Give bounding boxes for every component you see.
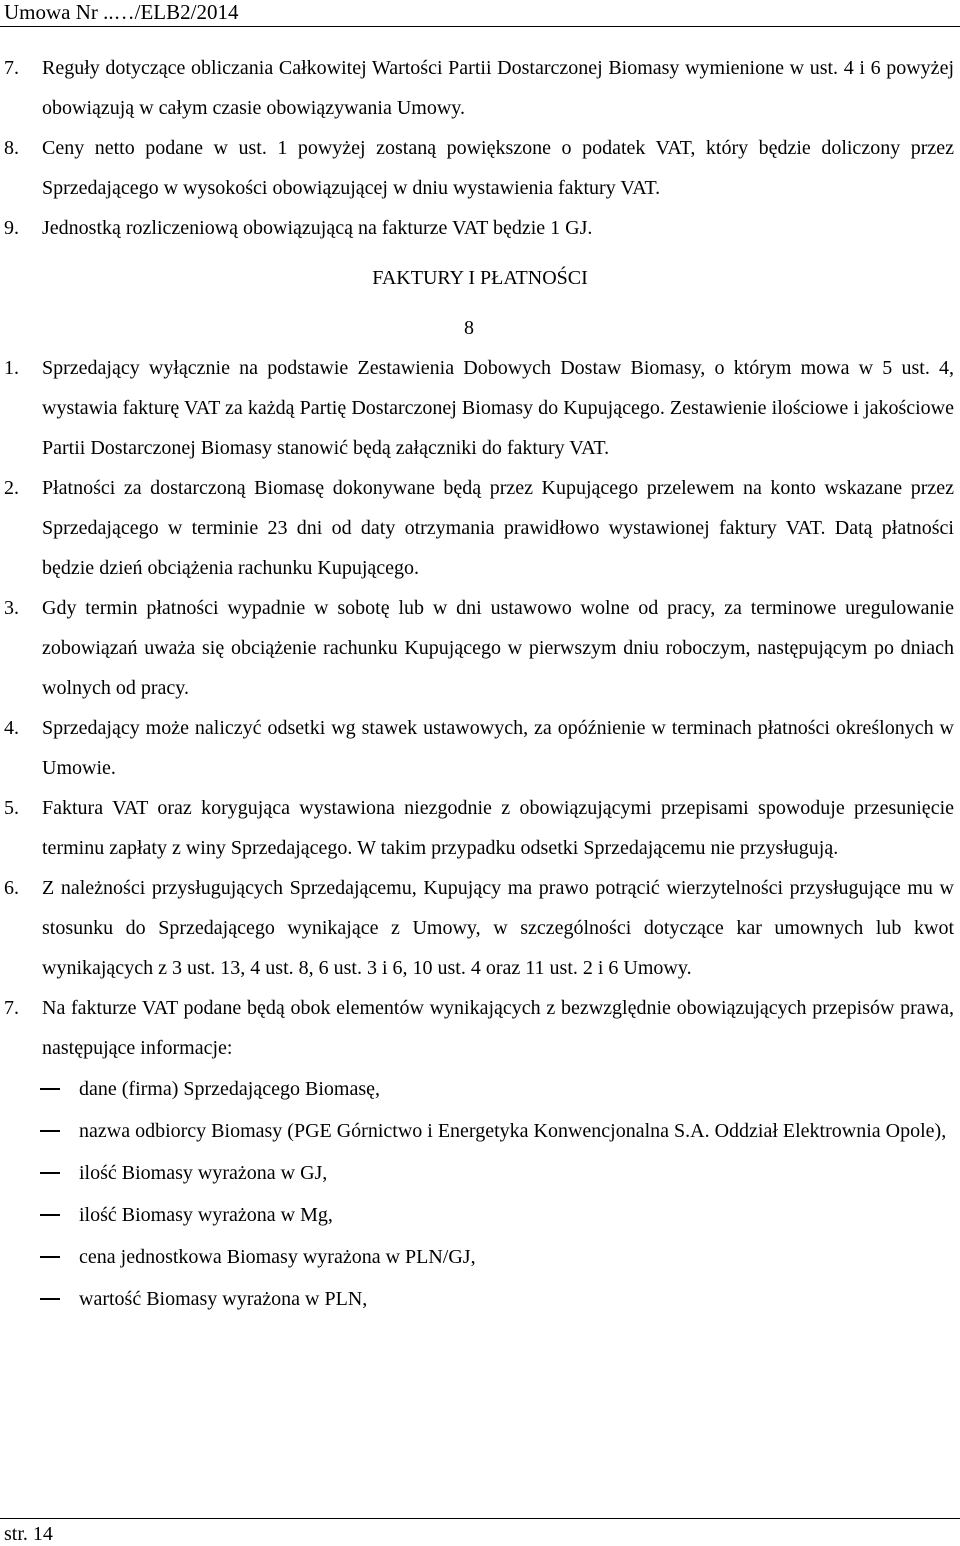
- clause-number: 7.: [4, 997, 19, 1019]
- dash-bullet-icon: [40, 1172, 60, 1174]
- dash-bullet-icon: [40, 1298, 60, 1300]
- list-item-text: nazwa odbiorcy Biomasy (PGE Górnictwo i Energetyka Konwencjonalna S.A. Oddział Elektrownia Opole),: [79, 1120, 947, 1142]
- clause-7-invoice: [0, 988, 960, 1068]
- clause-number: 6.: [4, 877, 19, 899]
- clause-6: [0, 868, 960, 988]
- list-item: [0, 1110, 960, 1152]
- page-footer: [0, 1518, 960, 1546]
- clause-number: 1.: [4, 357, 19, 379]
- clause-number: 7.: [4, 57, 19, 79]
- list-item-text: ilość Biomasy wyrażona w GJ,: [79, 1162, 328, 1184]
- clause-5: [0, 788, 960, 868]
- dash-bullet-icon: [40, 1130, 60, 1132]
- section-heading: FAKTURY I PŁATNOŚCI: [372, 267, 588, 289]
- clause-number: 8.: [4, 137, 19, 159]
- dash-bullet-icon: [40, 1088, 60, 1090]
- clause-text: Reguły dotyczące obliczania Całkowitej Wartości Partii Dostarczonej Biomasy wymienione w ust. 4 i 6 powyżej obowiązują w całym czasie obowiązywania Umowy.: [42, 57, 954, 119]
- clause-text: Ceny netto podane w ust. 1 powyżej zostaną powiększone o podatek VAT, który będzie doliczony przez Sprzedającego w wysokości obowiązującej w dniu wystawienia faktury VAT.: [42, 137, 954, 199]
- list-item: [0, 1236, 960, 1278]
- list-item: [0, 1068, 960, 1110]
- clause-4: [0, 708, 960, 788]
- dash-bullet-icon: [40, 1256, 60, 1258]
- clause-number: 5.: [4, 797, 19, 819]
- clause-text: Sprzedający może naliczyć odsetki wg stawek ustawowych, za opóźnienie w terminach płatności określonych w Umowie.: [42, 717, 954, 779]
- clause-number: 2.: [4, 477, 19, 499]
- clause-text: Jednostką rozliczeniową obowiązującą na fakturze VAT będzie 1 GJ.: [42, 217, 593, 239]
- page-number: str. 14: [4, 1523, 53, 1545]
- clause-text: Gdy termin płatności wypadnie w sobotę lub w dni ustawowo wolne od pracy, za terminowe uregulowanie zobowiązań uważa się obciążenie rachunku Kupującego w pierwszym dniu roboczym, następującym po dniach wolnych od pracy.: [42, 597, 954, 699]
- clause-text: Płatności za dostarczoną Biomasę dokonywane będą przez Kupującego przelewem na konto wskazane przez Sprzedającego w terminie 23 dni od daty otrzymania prawidłowo wystawionej faktury VAT. Datą płatności będzie dzień obciążenia rachunku Kupującego.: [42, 477, 954, 579]
- list-item-text: wartość Biomasy wyrażona w PLN,: [79, 1288, 368, 1310]
- page-header: [0, 0, 960, 27]
- paragraph-number: [0, 308, 960, 348]
- clause-1: [0, 348, 960, 468]
- clause-number: 9.: [4, 217, 19, 239]
- clause-3: [0, 588, 960, 708]
- list-item-text: ilość Biomasy wyrażona w Mg,: [79, 1204, 333, 1226]
- list-item: [0, 1194, 960, 1236]
- clause-text: Na fakturze VAT podane będą obok elementów wynikających z bezwzględnie obowiązujących przepisów prawa, następujące informacje:: [42, 997, 954, 1059]
- document-number: Umowa Nr ..…/ELB2/2014: [4, 0, 239, 24]
- clause-text: Z należności przysługujących Sprzedającemu, Kupujący ma prawo potrącić wierzytelności przysługujące mu w stosunku do Sprzedającego wynikające z Umowy, w szczególności dotyczące kar umownych lub kwot wynikających z 3 ust. 13, 4 ust. 8, 6 ust. 3 i 6, 10 ust. 4 oraz 11 ust. 2 i 6 Umowy.: [42, 877, 954, 979]
- list-item-text: dane (firma) Sprzedającego Biomasę,: [79, 1078, 380, 1100]
- clause-number: 3.: [4, 597, 19, 619]
- clause-text: Sprzedający wyłącznie na podstawie Zestawienia Dobowych Dostaw Biomasy, o którym mowa w 5 ust. 4, wystawia fakturę VAT za każdą Partię Dostarczonej Biomasy do Kupującego. Zestawienie ilościowe i jakościowe Partii Dostarczonej Biomasy stanowić będą załączniki do faktury VAT.: [42, 357, 954, 459]
- clause-8: [0, 128, 960, 208]
- list-item: [0, 1278, 960, 1320]
- document-body: [0, 48, 960, 1320]
- clause-9: [0, 208, 960, 248]
- list-item-text: cena jednostkowa Biomasy wyrażona w PLN/GJ,: [79, 1246, 476, 1268]
- dash-bullet-icon: [40, 1214, 60, 1216]
- clause-2: [0, 468, 960, 588]
- clause-text: Faktura VAT oraz korygująca wystawiona niezgodnie z obowiązującymi przepisami spowoduje przesunięcie terminu zapłaty z winy Sprzedającego. W takim przypadku odsetki Sprzedającemu nie przysługują.: [42, 797, 954, 859]
- list-item: [0, 1152, 960, 1194]
- clause-7: [0, 48, 960, 128]
- paragraph-label: 8: [464, 317, 474, 339]
- clause-number: 4.: [4, 717, 19, 739]
